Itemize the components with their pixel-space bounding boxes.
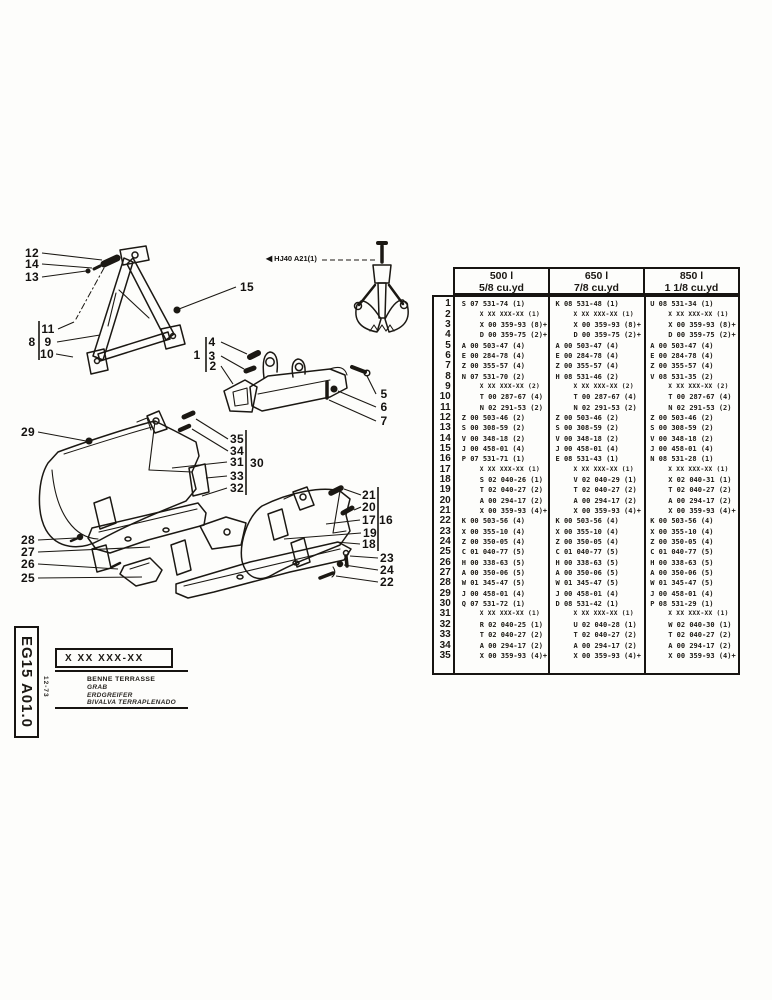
part-number-cell: H 08 531-46 (2) [555, 372, 619, 381]
row-number: 9 [445, 380, 451, 392]
part-number-cell: X XX XXX-XX (1) [479, 465, 541, 473]
table-row [434, 392, 738, 402]
part-number-cell: T 02 040-27 (2) [479, 631, 543, 640]
part-number-cell: A 00 294-17 (2) [668, 641, 732, 650]
row-number: 35 [439, 649, 451, 661]
part-number-cell: X 00 355-10 (4) [555, 527, 619, 536]
part-number-cell: E 08 531-43 (1) [555, 455, 619, 464]
table-row [434, 454, 738, 464]
row-number: 21 [439, 505, 451, 517]
callout-14: 14 [25, 257, 39, 271]
row-number: 5 [445, 339, 451, 351]
part-number-cell: W 01 345-47 (5) [555, 579, 619, 588]
part-number-cell: X XX XXX-XX (1) [668, 465, 729, 473]
row-number: 34 [439, 639, 451, 651]
part-number-cell: T 00 287-67 (4) [479, 393, 543, 402]
part-number-cell: A 00 294-17 (2) [479, 641, 543, 650]
part-number-cell: X 00 359-93 (8)+ [573, 320, 641, 329]
column-header-500l [455, 269, 548, 293]
callout-24: 24 [380, 563, 394, 577]
part-number-cell: A 00 503-47 (4) [650, 341, 714, 350]
drawing-code-box [14, 626, 39, 738]
part-number-cell: X 00 359-93 (4)+ [668, 651, 736, 660]
part-number-cell: X 00 359-93 (8)+ [668, 320, 736, 329]
part-number-cell: X XX XXX-XX (1) [573, 465, 634, 473]
part-number-cell: Z 00 355-57 (4) [461, 362, 525, 371]
part-number-cell: H 00 338-63 (5) [555, 558, 619, 567]
part-number-cell: T 02 040-27 (2) [573, 486, 637, 495]
table-row [434, 578, 738, 588]
callout-32: 32 [230, 481, 244, 495]
table-row [434, 630, 738, 640]
legend-rule-top [55, 670, 188, 672]
part-number-cell: N 02 291-53 (2) [668, 403, 732, 412]
row-number: 11 [440, 401, 451, 413]
row-number: 26 [439, 556, 451, 568]
part-number-cell: A 00 294-17 (2) [479, 496, 543, 505]
part-number-cell: S 00 308-59 (2) [650, 424, 714, 433]
part-number-cell: A 00 294-17 (2) [573, 641, 637, 650]
row-number: 12 [439, 411, 451, 423]
callout-17: 17 [362, 513, 376, 527]
part-number-cell: T 00 287-67 (4) [668, 393, 732, 402]
part-number-cell: V 00 348-18 (2) [650, 434, 714, 443]
callout-6: 6 [380, 400, 388, 414]
part-number-cell: C 01 040-77 (5) [555, 548, 619, 557]
row-number: 27 [439, 567, 451, 579]
part-number-cell: A 00 350-06 (5) [461, 569, 525, 578]
table-row [434, 609, 738, 619]
callout-11: 11 [41, 322, 55, 336]
drawing-code: EG15 A01.0 [18, 636, 35, 728]
table-row [434, 423, 738, 433]
table-row [434, 444, 738, 454]
callout-29: 29 [21, 425, 35, 439]
table-row [434, 402, 738, 412]
part-number-cell: X XX XXX-XX (1) [479, 610, 541, 618]
callout-10: 10 [40, 347, 54, 361]
callout-33: 33 [230, 469, 244, 483]
table-row [434, 568, 738, 578]
part-number-cell: K 08 531-48 (1) [555, 300, 619, 309]
table-body [432, 295, 740, 675]
ref-label: HJ40 A21(1) [274, 254, 317, 263]
part-number-cell: E 00 284-78 (4) [555, 351, 619, 360]
table-row [434, 651, 738, 661]
callout-30: 30 [250, 456, 264, 470]
part-number-cell: J 00 458-01 (4) [650, 589, 714, 598]
part-number-cell: S 02 040-26 (1) [479, 476, 543, 485]
part-number-cell: X 00 359-93 (4)+ [479, 507, 548, 516]
part-number-cell: X XX XXX-XX (1) [668, 610, 729, 618]
row-number: 28 [439, 577, 451, 589]
row-number: 8 [445, 370, 451, 382]
part-number-cell: Z 00 350-05 (4) [555, 538, 619, 547]
row-number: 23 [439, 525, 451, 537]
table-row [434, 299, 738, 309]
table-header [453, 267, 740, 295]
part-number-cell: N 02 291-53 (2) [573, 403, 637, 412]
part-number-cell: W 01 345-47 (5) [650, 579, 714, 588]
row-number: 19 [439, 484, 451, 496]
part-number-cell: K 00 503-56 (4) [650, 517, 714, 526]
row-number: 1 [445, 298, 451, 310]
callout-12: 12 [25, 246, 39, 260]
callout-8: 8 [28, 335, 36, 349]
column-volume: 5/8 cu.yd [479, 281, 524, 294]
part-number-cell: D 00 359-75 (2)+ [668, 331, 736, 340]
table-row [434, 475, 738, 485]
part-number-cell: P 07 531-71 (1) [461, 455, 525, 464]
callout-4: 4 [208, 335, 216, 349]
callout-31: 31 [230, 455, 244, 469]
part-number-cell: N 07 531-70 (2) [461, 372, 525, 381]
row-number: 29 [439, 587, 451, 599]
table-row [434, 516, 738, 526]
table-row [434, 382, 738, 392]
table-row [434, 599, 738, 609]
part-number-cell: J 00 458-01 (4) [461, 589, 525, 598]
part-number-cell: N 02 291-53 (2) [479, 403, 543, 412]
row-number: 10 [439, 391, 451, 403]
callout-21: 21 [362, 488, 376, 502]
legend-rule-bottom [55, 707, 188, 709]
part-number-cell: W 01 345-47 (5) [461, 579, 525, 588]
part-number-cell: T 02 040-27 (2) [668, 631, 732, 640]
part-number-cell: T 02 040-27 (2) [479, 486, 543, 495]
row-number: 30 [439, 598, 451, 610]
part-number-cell: Z 00 503-46 (2) [650, 413, 714, 422]
assembly-reference [266, 254, 317, 263]
part-number-cell: Z 00 350-05 (4) [461, 538, 525, 547]
row-number: 31 [439, 608, 451, 620]
callout-2: 2 [209, 359, 217, 373]
title-de: ERDGREIFER [87, 691, 133, 699]
callout-26: 26 [21, 557, 35, 571]
row-number: 15 [439, 442, 451, 454]
part-number-cell: X 02 040-31 (1) [668, 476, 732, 485]
table-row [434, 465, 738, 475]
callout-5: 5 [380, 387, 388, 401]
table-row [434, 330, 738, 340]
part-number-cell: U 08 531-34 (1) [650, 300, 714, 309]
callout-19: 19 [363, 526, 377, 540]
part-number-cell: P 08 531-29 (1) [650, 600, 714, 609]
table-row [434, 527, 738, 537]
table-row [434, 361, 738, 371]
callout-20: 20 [362, 500, 376, 514]
part-number-cell: V 00 348-18 (2) [461, 434, 525, 443]
part-number-cell: T 02 040-27 (2) [573, 631, 637, 640]
part-number-pattern-box [55, 648, 173, 668]
part-number-cell: X XX XXX-XX (2) [479, 382, 541, 390]
part-number-cell: X XX XXX-XX (1) [479, 310, 541, 318]
part-number-cell: X 00 355-10 (4) [461, 527, 525, 536]
row-number: 20 [439, 494, 451, 506]
column-volume: 1 1/8 cu.yd [664, 281, 719, 294]
parts-rows [434, 297, 738, 673]
title-fr: BENNE TERRASSE [87, 676, 156, 683]
callout-9: 9 [44, 335, 52, 349]
part-number-cell: X 00 359-93 (8)+ [479, 320, 548, 329]
part-number-cell: X 00 359-93 (4)+ [573, 651, 641, 660]
row-number: 3 [445, 318, 451, 330]
part-number-cell: Z 00 503-46 (2) [461, 413, 525, 422]
row-number: 14 [439, 432, 451, 444]
part-number-cell: S 00 308-59 (2) [461, 424, 525, 433]
part-number-cell: V 02 040-29 (1) [573, 476, 637, 485]
part-number-cell: J 00 458-01 (4) [555, 589, 619, 598]
part-number-cell: Z 00 350-05 (4) [650, 538, 714, 547]
row-number: 25 [439, 546, 451, 558]
callout-28: 28 [21, 533, 35, 547]
part-number-cell: A 00 503-47 (4) [555, 341, 619, 350]
part-number-cell: Q 07 531-72 (1) [461, 600, 525, 609]
callout-34: 34 [230, 444, 244, 458]
part-number-cell: A 00 350-06 (5) [555, 569, 619, 578]
part-number-cell: X XX XXX-XX (1) [668, 310, 729, 318]
callout-27: 27 [21, 545, 35, 559]
part-number-cell: V 00 348-18 (2) [555, 434, 619, 443]
table-row [434, 496, 738, 506]
part-number-cell: W 02 040-30 (1) [668, 620, 732, 629]
table-row [434, 558, 738, 568]
parts-table [432, 267, 740, 675]
row-number: 16 [439, 453, 451, 465]
table-row [434, 537, 738, 547]
part-number-cell: D 00 359-75 (2)+ [479, 331, 548, 340]
part-number-cell: J 00 458-01 (4) [555, 444, 619, 453]
part-number-cell: H 00 338-63 (5) [461, 558, 525, 567]
row-number: 17 [439, 463, 451, 475]
callout-13: 13 [25, 270, 39, 284]
part-number-cell: S 00 308-59 (2) [555, 424, 619, 433]
callout-3: 3 [208, 349, 216, 363]
date-reference: 12-73 [42, 676, 49, 698]
table-row [434, 320, 738, 330]
column-capacity: 500 l [489, 269, 514, 282]
row-number: 22 [439, 515, 451, 527]
callout-16: 16 [379, 513, 393, 527]
part-number-cell: X XX XXX-XX (2) [668, 382, 729, 390]
callout-7: 7 [380, 414, 388, 428]
callout-15: 15 [240, 280, 254, 294]
table-row [434, 547, 738, 557]
part-number-cell: X 00 359-93 (4)+ [668, 507, 736, 516]
row-number: 7 [445, 360, 451, 372]
table-row [434, 309, 738, 319]
part-number-pattern: X XX XXX-XX [65, 652, 144, 664]
part-number-cell: A 00 294-17 (2) [573, 496, 637, 505]
table-row [434, 620, 738, 630]
part-number-cell: T 00 287-67 (4) [573, 393, 637, 402]
column-capacity: 650 l [584, 269, 609, 282]
table-row [434, 485, 738, 495]
callout-18: 18 [362, 537, 376, 551]
part-number-cell: J 00 458-01 (4) [650, 444, 714, 453]
part-number-cell: K 00 503-56 (4) [461, 517, 525, 526]
part-number-cell: K 00 503-56 (4) [555, 517, 619, 526]
part-number-cell: Z 00 355-57 (4) [650, 362, 714, 371]
column-header-850l [643, 269, 738, 293]
table-row [434, 589, 738, 599]
callout-23: 23 [380, 551, 394, 565]
row-number: 32 [439, 618, 451, 630]
part-number-cell: H 00 338-63 (5) [650, 558, 714, 567]
column-volume: 7/8 cu.yd [574, 281, 619, 294]
row-number: 24 [439, 536, 451, 548]
table-row [434, 640, 738, 650]
part-number-cell: D 08 531-42 (1) [555, 600, 619, 609]
part-number-cell: X 00 359-93 (4)+ [479, 651, 548, 660]
row-number: 33 [439, 629, 451, 641]
part-number-cell: A 00 294-17 (2) [668, 496, 732, 505]
part-number-cell: C 01 040-77 (5) [461, 548, 525, 557]
part-number-cell: S 07 531-74 (1) [461, 300, 525, 309]
row-number: 6 [445, 349, 451, 361]
callout-1: 1 [193, 348, 201, 362]
part-number-cell: T 02 040-27 (2) [668, 486, 732, 495]
title-en: GRAB [87, 684, 108, 691]
legend-titles [87, 676, 176, 707]
part-number-cell: Z 00 355-57 (4) [555, 362, 619, 371]
part-number-cell: E 00 284-78 (4) [461, 351, 525, 360]
row-number: 18 [439, 474, 451, 486]
table-row [434, 371, 738, 381]
part-number-cell: X XX XXX-XX (1) [573, 610, 634, 618]
table-row [434, 433, 738, 443]
part-number-cell: D 00 359-75 (2)+ [573, 331, 641, 340]
part-number-cell: X 00 359-93 (4)+ [573, 507, 641, 516]
part-number-cell: A 00 350-06 (5) [650, 569, 714, 578]
part-number-cell: X 00 355-10 (4) [650, 527, 714, 536]
table-row [434, 340, 738, 350]
part-number-cell: E 00 284-78 (4) [650, 351, 714, 360]
column-capacity: 850 l [679, 269, 704, 282]
part-number-cell: A 00 503-47 (4) [461, 341, 525, 350]
table-row [434, 351, 738, 361]
callout-22: 22 [380, 575, 394, 589]
title-es: BIVALVA TERRAPLENADO [87, 699, 176, 707]
callout-35: 35 [230, 432, 244, 446]
part-number-cell: J 00 458-01 (4) [461, 444, 525, 453]
part-number-cell: V 08 531-35 (2) [650, 372, 714, 381]
column-header-650l [548, 269, 643, 293]
part-number-cell: C 01 040-77 (5) [650, 548, 714, 557]
table-row [434, 506, 738, 516]
row-number: 4 [445, 329, 451, 341]
row-number: 2 [445, 308, 451, 320]
part-number-cell: U 02 040-28 (1) [573, 620, 637, 629]
part-number-cell: X XX XXX-XX (1) [573, 310, 634, 318]
row-number: 13 [439, 422, 451, 434]
part-number-cell: Z 00 503-46 (2) [555, 413, 619, 422]
part-number-cell: R 02 040-25 (1) [479, 620, 543, 629]
ref-arrow-icon: ◀ [266, 253, 273, 263]
table-row [434, 413, 738, 423]
callout-25: 25 [21, 571, 35, 585]
part-number-cell: X XX XXX-XX (2) [573, 382, 634, 390]
part-number-cell: N 08 531-28 (1) [650, 455, 714, 464]
